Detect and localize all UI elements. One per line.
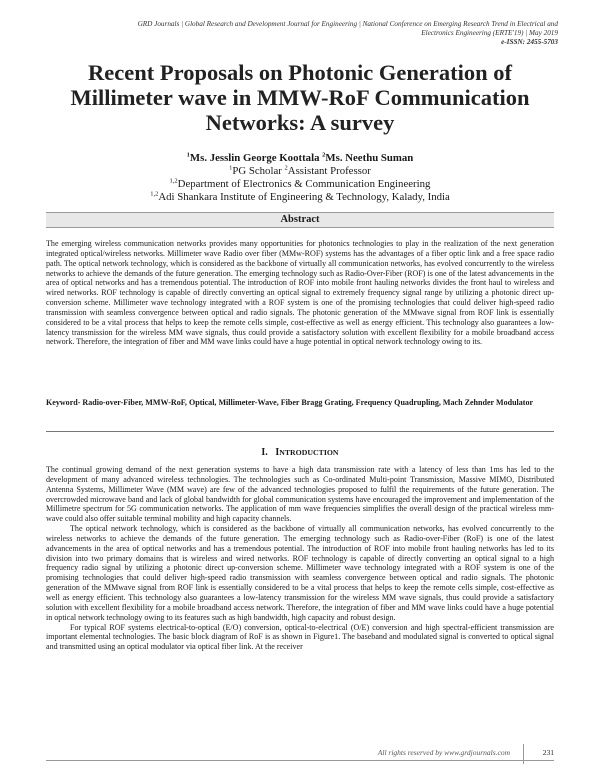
footer-rights: All rights reserved by www.grdjournals.com <box>377 748 510 757</box>
section-divider <box>46 431 554 432</box>
page-footer <box>46 748 554 760</box>
author-block <box>40 152 560 204</box>
abstract-heading: Abstract <box>46 212 554 228</box>
institute-text: Adi Shankara Institute of Engineering & Technology, Kalady, India <box>158 191 450 203</box>
journal-header-line1: GRD Journals | Global Research and Development Journal for Engineering | National Conference on Emerging Research Trend in Electrical and <box>137 20 558 28</box>
section-title-rest: NTRODUCTION <box>279 448 339 457</box>
author-institute <box>40 191 560 204</box>
author-roles <box>40 165 560 178</box>
abstract-text: The emerging wireless communication networks provides many opportunities for photonics technologies to play in the realization of the next generation integrated optical/wireless networks. Millimeter wave Radio over fiber (MMw-ROF) systems has the advantages of a fiber optic link and a free space radio path. The optical network technology, which is considered as the backbone of virtually all communication networks, has evolved concurrently to the wireless networks to achieve the demands of the future generation. The emerging technology such as Radio-Over-Fiber (ROF) is one of the latest advancements in the area of optical networks and has a tremendous potential. The introduction of ROF into mobile front hauling networks divides the front haul to wireless and wired networks. ROF technology is capable of directly converting an optical signal to extremely frequency signal range by utilizing a photonic direct up-conversion scheme. Millimeter wave technology integrated with a ROF system is one of the promising technologies that could deliver high-speed radio transmission with seamless convergence between optical and radio signals. The photonic generation of the MMwave signal from ROF link is essentially considered to be a vital process that helps to keep the remote cells simple, cost-effective as well as energy efficient. This technology also guarantees a low-latency transmission for the wireless MM wave signals, thus could provide a satisfactory solution with excellent flexibility for a mobile broadband access network. Therefore, the integration of fiber and MM wave links could have a huge potential in optical network technology owing to its. <box>46 239 554 347</box>
introduction-body <box>46 465 554 652</box>
author-department <box>40 178 560 191</box>
role-sup: 1 <box>229 164 233 172</box>
introduction-heading <box>46 447 554 458</box>
journal-header <box>38 20 558 47</box>
paper-title: Recent Proposals on Photonic Generation of Millimeter wave in MMW-RoF Communication Networks: A survey <box>70 60 530 135</box>
page-number: 231 <box>542 748 554 757</box>
intro-paragraph-3: For typical ROF systems electrical-to-optical (E/O) conversion, optical-to-electrical (O/E) conversion and high spectral-efficient transmission are important elemental technologies. The basic block diagram of RoF is as shown in Figure1. The baseband and modulated signal is converted to optical signal and transmitted using an optical modulator via optical fiber link. At the receiver <box>46 622 554 652</box>
inst-sup: 1,2 <box>150 190 159 198</box>
author-role-2: Assistant Professor <box>287 165 371 177</box>
author-name-2: Ms. Neethu Suman <box>325 152 414 164</box>
keywords: Keyword- Radio-over-Fiber, MMW-RoF, Optical, Millimeter-Wave, Fiber Bragg Grating, Frequency Quadrupling, Mach Zehnder Modulator <box>46 398 534 407</box>
journal-issn: e-ISSN: 2455-5703 <box>501 38 558 46</box>
footer-separator <box>523 744 524 764</box>
section-number: I. <box>261 447 268 458</box>
author-sup: 2 <box>322 151 326 159</box>
role-sup: 2 <box>284 164 288 172</box>
author-name-1: Ms. Jesslin George Koottala <box>189 152 323 164</box>
intro-paragraph-1: The continual growing demand of the next generation systems to have a high data transmission rate with a latency of less than 1ms has led to the development of many advanced wireless technologies. The technologies such as Co-ordinated Multi-point Transmission, Massive MIMO, Distributed Antenna Systems, Millimeter Wave (MM wave) are few of the advanced technologies proposed to fulfil the requirements of the future generation. The overcrowded microwave band and lack of global bandwidth for global communication systems have encouraged the improvement and implementation of the Millimetre spectrum for 5G communication networks. The application of mm wave frequencies simplifies the overall design of the practical wireless mm-wave could also offer suitable terminal mobility and high capacity channels. <box>46 465 554 524</box>
intro-paragraph-2: The optical network technology, which is considered as the backbone of virtually all communication networks, has evolved concurrently to the wireless networks to achieve the demands of the future generation. The emerging technology such as Radio-over-Fiber (RoF) is one of the latest advancements in the area of optical networks and has a tremendous potential. The introduction of ROF into mobile front hauling networks has led to its division into two primary domains that is wireless and wired networks. ROF technology is capable of directly converting an optical signal to a high frequency radio signal by utilizing a photonic direct up-conversion scheme. Millimeter wave technology integrated with a ROF system is one of the promising technologies that could deliver high-speed radio transmission with seamless convergence between optical and radio signals. The photonic generation of the MMwave signal from ROF link is essentially considered to be a vital process that helps to keep the remote cells simple, cost-effective as well as energy efficient. This technology also guarantees a low-latency transmission for the wireless MM wave signals, thus could provide a satisfactory solution with excellent flexibility for a mobile broadband access network. Therefore, the integration of fiber and MM wave links could have a huge potential in optical network technology owing to its features such as high bandwidth, high capacity and robust design. <box>46 524 554 622</box>
section-title-initial: I <box>275 447 280 458</box>
author-names <box>40 152 560 165</box>
footer-rule <box>46 760 554 761</box>
author-sup: 1 <box>186 151 190 159</box>
journal-header-line2: Electronics Engineering (ERTE'19) | May 2019 <box>421 29 558 37</box>
author-role-1: PG Scholar <box>232 165 285 177</box>
dept-sup: 1,2 <box>169 177 178 185</box>
department-text: Department of Electronics & Communication Engineering <box>177 178 431 190</box>
